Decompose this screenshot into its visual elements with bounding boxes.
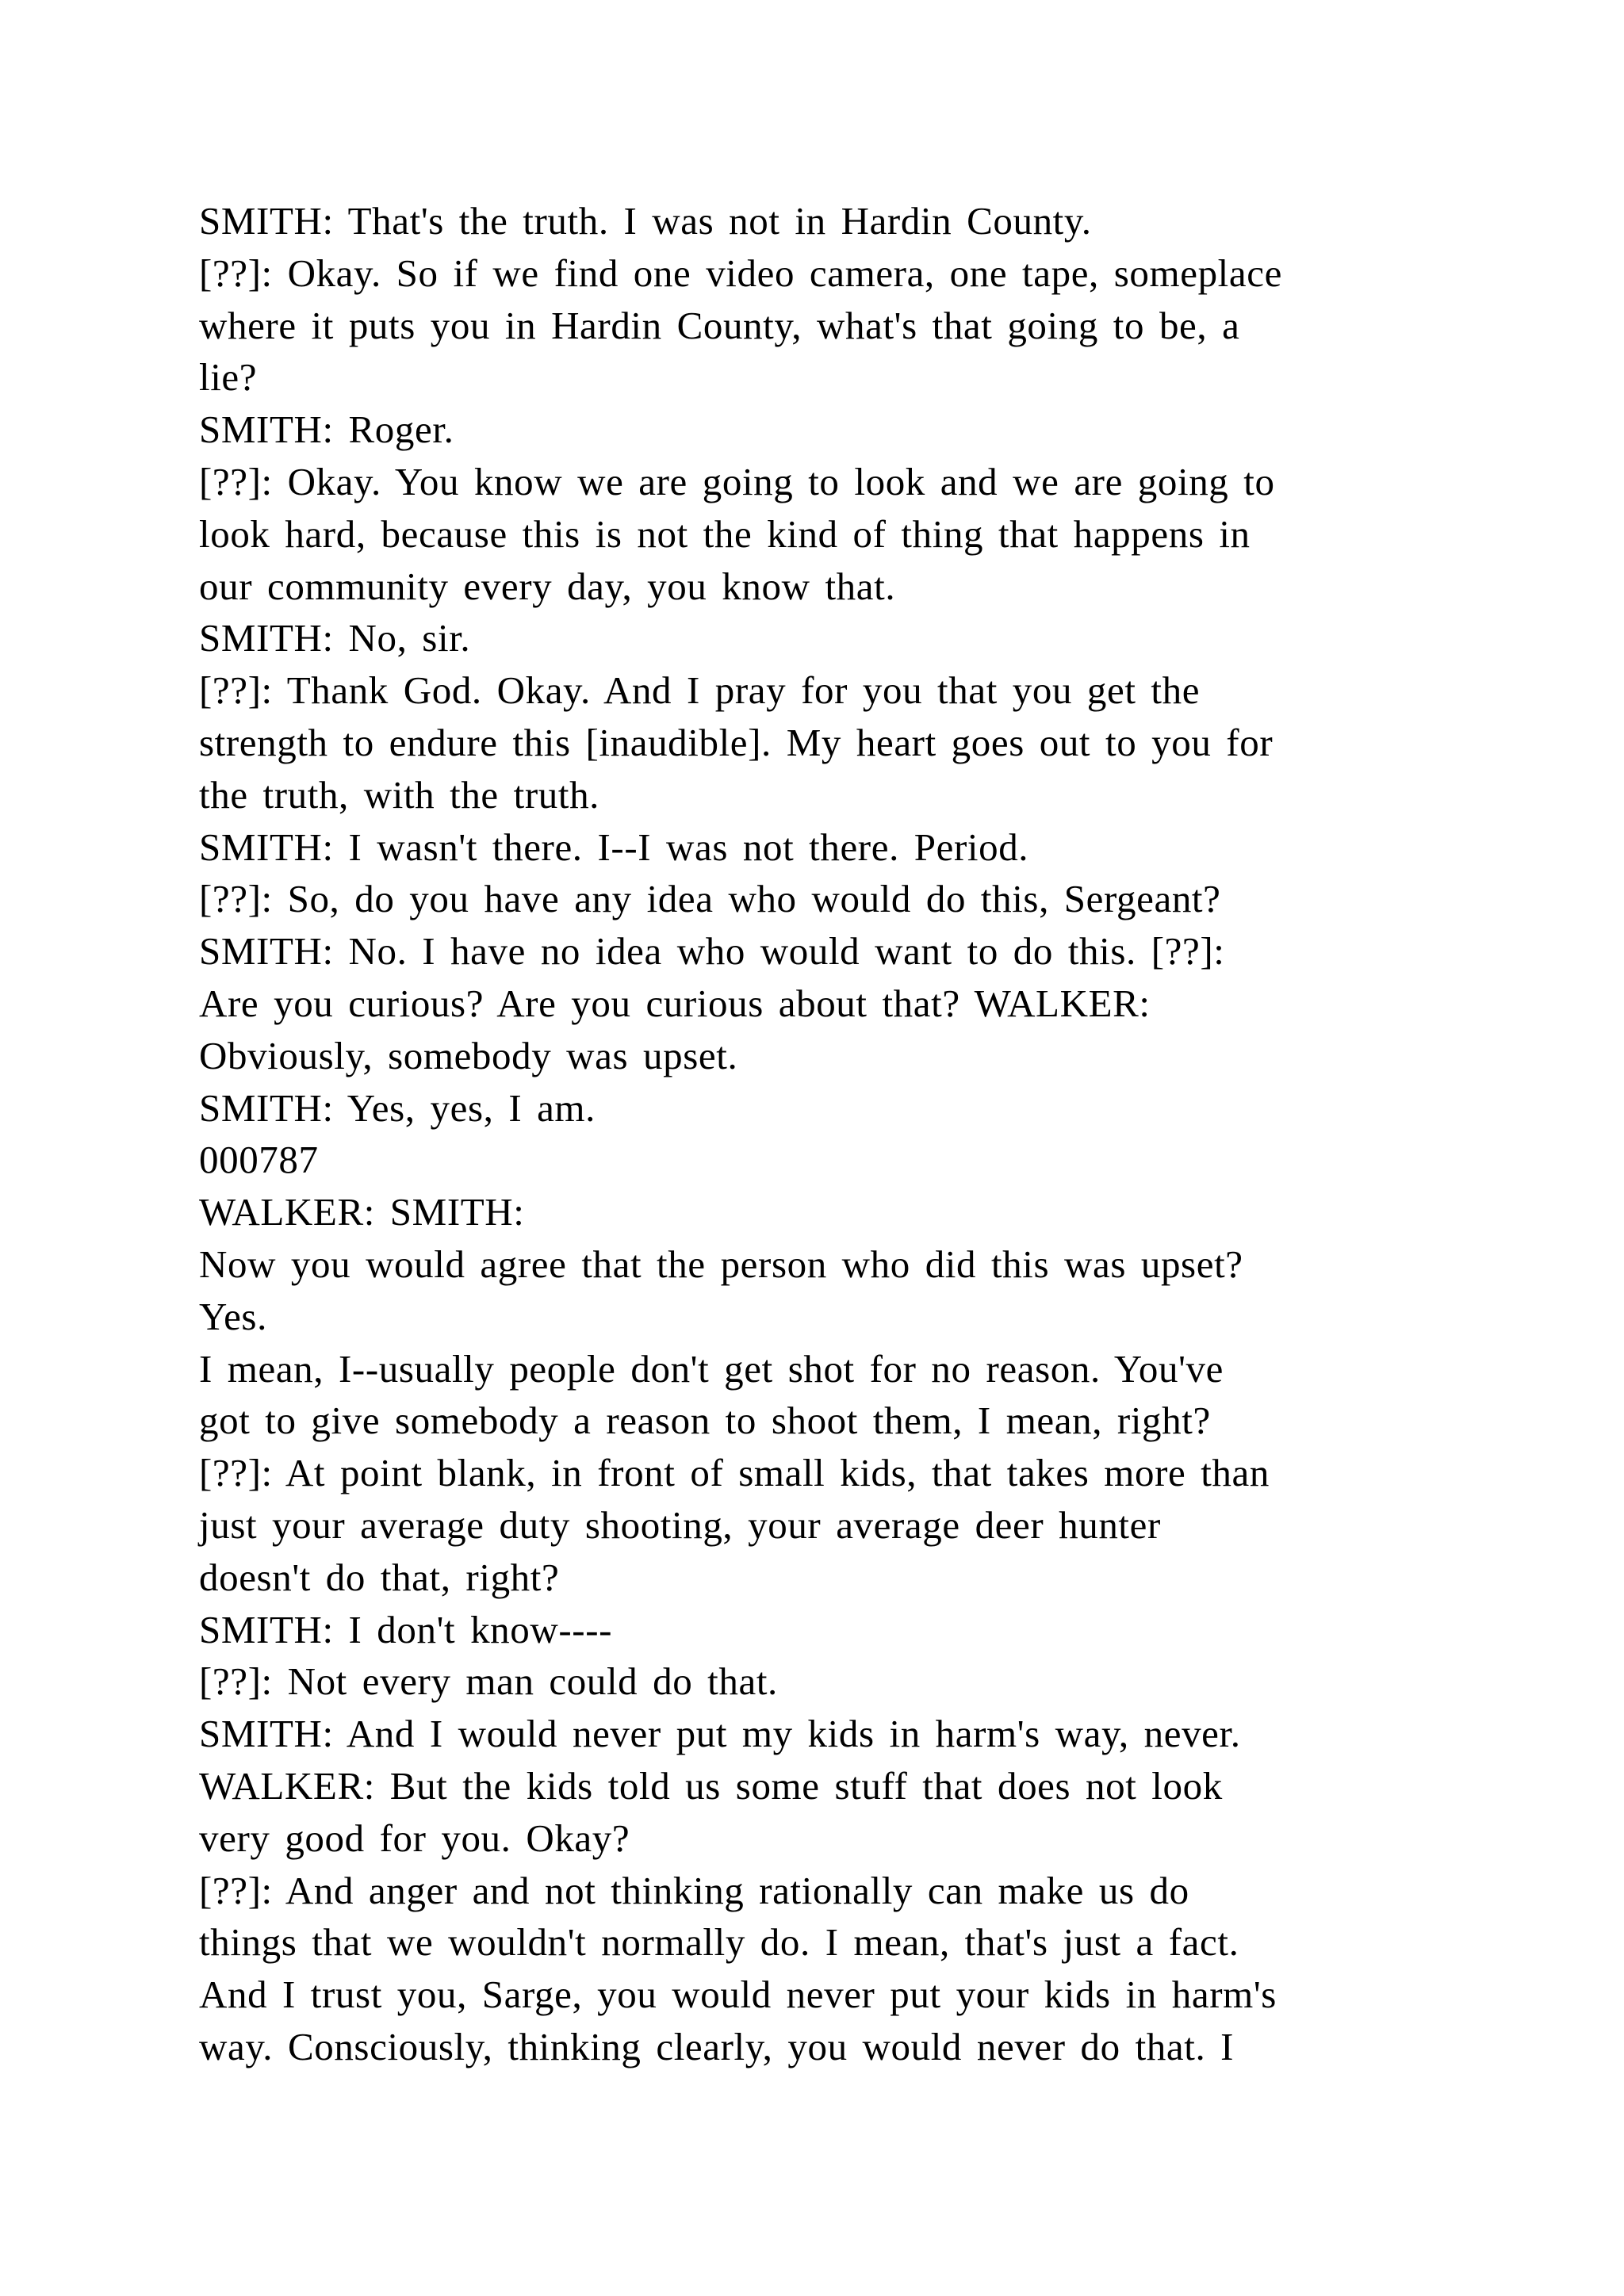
- transcript-line: lie?: [199, 355, 258, 400]
- transcript-line: Yes.: [199, 1294, 267, 1338]
- transcript-line: WALKER: SMITH:: [199, 1190, 525, 1234]
- transcript-line: And I trust you, Sarge, you would never put your kids in harm's: [199, 1973, 1277, 2017]
- transcript-line: SMITH: I wasn't there. I--I was not there. Period.: [199, 825, 1029, 869]
- transcript-line: SMITH: And I would never put my kids in harm's way, never.: [199, 1712, 1241, 1756]
- transcript-line: 000787: [199, 1138, 319, 1182]
- transcript-line: just your average duty shooting, your average deer hunter: [199, 1502, 1161, 1547]
- transcript-line: WALKER: But the kids told us some stuff that does not look: [199, 1763, 1223, 1808]
- transcript-line: got to give somebody a reason to shoot them, I mean, right?: [199, 1399, 1211, 1443]
- transcript-line: our community every day, you know that.: [199, 564, 896, 608]
- transcript-line: way. Consciously, thinking clearly, you would never do that. I: [199, 2024, 1235, 2068]
- transcript-line: SMITH: No, sir.: [199, 616, 471, 660]
- transcript-line: where it puts you in Hardin County, what's that going to be, a: [199, 303, 1240, 347]
- transcript-line: the truth, with the truth.: [199, 772, 600, 817]
- transcript-line: I mean, I--usually people don't get shot for no reason. You've: [199, 1346, 1224, 1391]
- transcript-line: [??]: Okay. So if we find one video camera, one tape, someplace: [199, 251, 1282, 295]
- transcript-line: look hard, because this is not the kind of thing that happens in: [199, 511, 1251, 556]
- transcript-line: SMITH: I don't know----: [199, 1607, 613, 1651]
- transcript-line: SMITH: That's the truth. I was not in Hardin County.: [199, 199, 1092, 243]
- transcript-line: Now you would agree that the person who did this was upset?: [199, 1242, 1243, 1286]
- transcript-line: strength to endure this [inaudible]. My heart goes out to you for: [199, 720, 1274, 764]
- transcript-line: Are you curious? Are you curious about that? WALKER:: [199, 981, 1151, 1025]
- transcript-line: Obviously, somebody was upset.: [199, 1033, 738, 1077]
- transcript-line: [??]: Not every man could do that.: [199, 1659, 778, 1704]
- transcript-line: doesn't do that, right?: [199, 1555, 560, 1599]
- transcript-line: very good for you. Okay?: [199, 1816, 630, 1860]
- transcript-line: [??]: Okay. You know we are going to look and we are going to: [199, 459, 1275, 503]
- transcript-line: [??]: At point blank, in front of small kids, that takes more than: [199, 1451, 1270, 1495]
- transcript-line: SMITH: No. I have no idea who would want to do this. [??]:: [199, 929, 1225, 974]
- transcript-body: [199, 195, 1436, 2073]
- transcript-line: SMITH: Roger.: [199, 408, 454, 452]
- transcript-line: [??]: And anger and not thinking rationally can make us do: [199, 1868, 1189, 1912]
- transcript-line: SMITH: Yes, yes, I am.: [199, 1085, 596, 1130]
- transcript-line: [??]: Thank God. Okay. And I pray for you that you get the: [199, 668, 1201, 713]
- transcript-line: things that we wouldn't normally do. I mean, that's just a fact.: [199, 1920, 1239, 1965]
- transcript-line: [??]: So, do you have any idea who would do this, Sergeant?: [199, 877, 1221, 921]
